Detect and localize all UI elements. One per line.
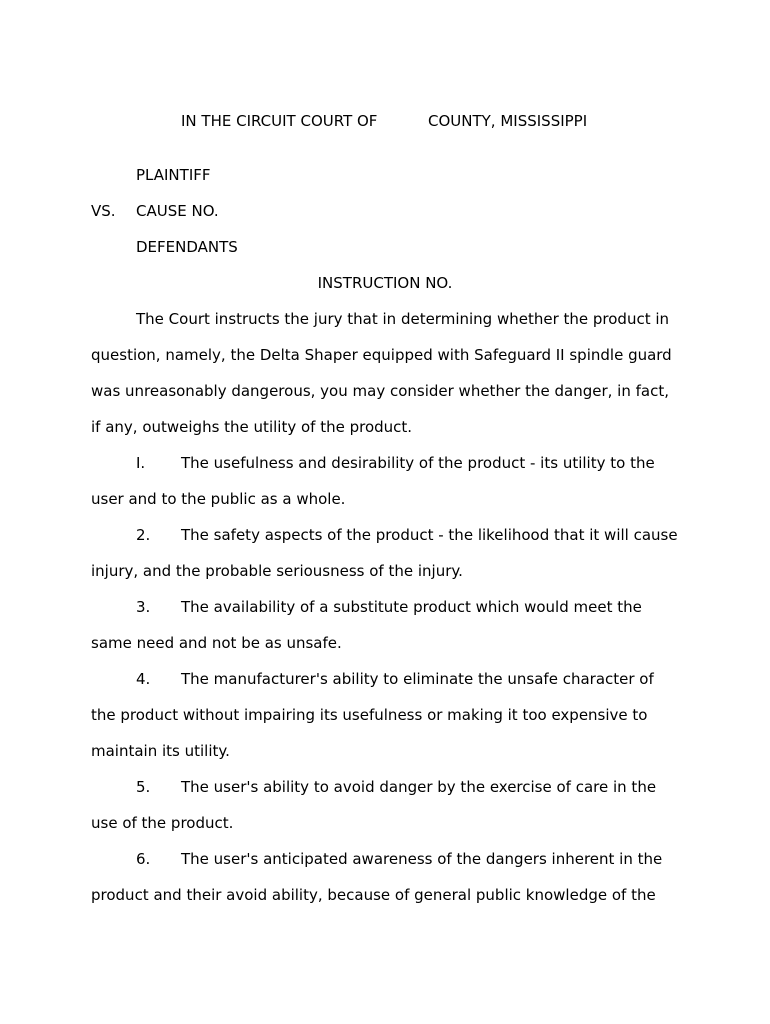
plaintiff-label: PLAINTIFF xyxy=(136,166,211,184)
list-item xyxy=(91,841,681,913)
item-text: The safety aspects of the product - the likelihood that it will cause injury, and the probable seriousness of the injury. xyxy=(91,526,678,580)
item-number: 3. xyxy=(136,598,151,616)
item-number: 4. xyxy=(136,670,151,688)
list-item xyxy=(91,589,681,661)
list-item xyxy=(91,445,681,517)
intro-text: The Court instructs the jury that in determining whether the product in question, namely, the Delta Shaper equipped with Safeguard II spindle guard was unreasonably dangerous, you may consider whether the danger, in fact, if any, outweighs the utility of the product. xyxy=(91,310,672,436)
versus-label: VS. xyxy=(91,202,116,220)
defendants-label: DEFENDANTS xyxy=(136,238,238,256)
item-number: 2. xyxy=(136,526,151,544)
instruction-number-heading: INSTRUCTION NO. xyxy=(317,274,453,292)
county-heading: COUNTY, MISSISSIPPI xyxy=(428,112,588,130)
list-item xyxy=(91,661,681,769)
item-number: 5. xyxy=(136,778,151,796)
item-text: The user's anticipated awareness of the dangers inherent in the product and their avoid ability, because of general public knowledge of the xyxy=(91,850,663,904)
list-item xyxy=(91,517,681,589)
item-number: 6. xyxy=(136,850,151,868)
item-text: The user's ability to avoid danger by the exercise of care in the use of the product. xyxy=(91,778,657,832)
cause-number-label: CAUSE NO. xyxy=(136,202,219,220)
court-heading: IN THE CIRCUIT COURT OF xyxy=(181,112,378,130)
item-text: The manufacturer's ability to eliminate the unsafe character of the product without impairing its usefulness or making it too expensive to maintain its utility. xyxy=(91,670,654,760)
list-item xyxy=(91,769,681,841)
intro-paragraph xyxy=(91,301,681,445)
item-text: The availability of a substitute product which would meet the same need and not be as unsafe. xyxy=(91,598,642,652)
item-text: The usefulness and desirability of the product - its utility to the user and to the public as a whole. xyxy=(91,454,655,508)
item-number: I. xyxy=(136,454,146,472)
